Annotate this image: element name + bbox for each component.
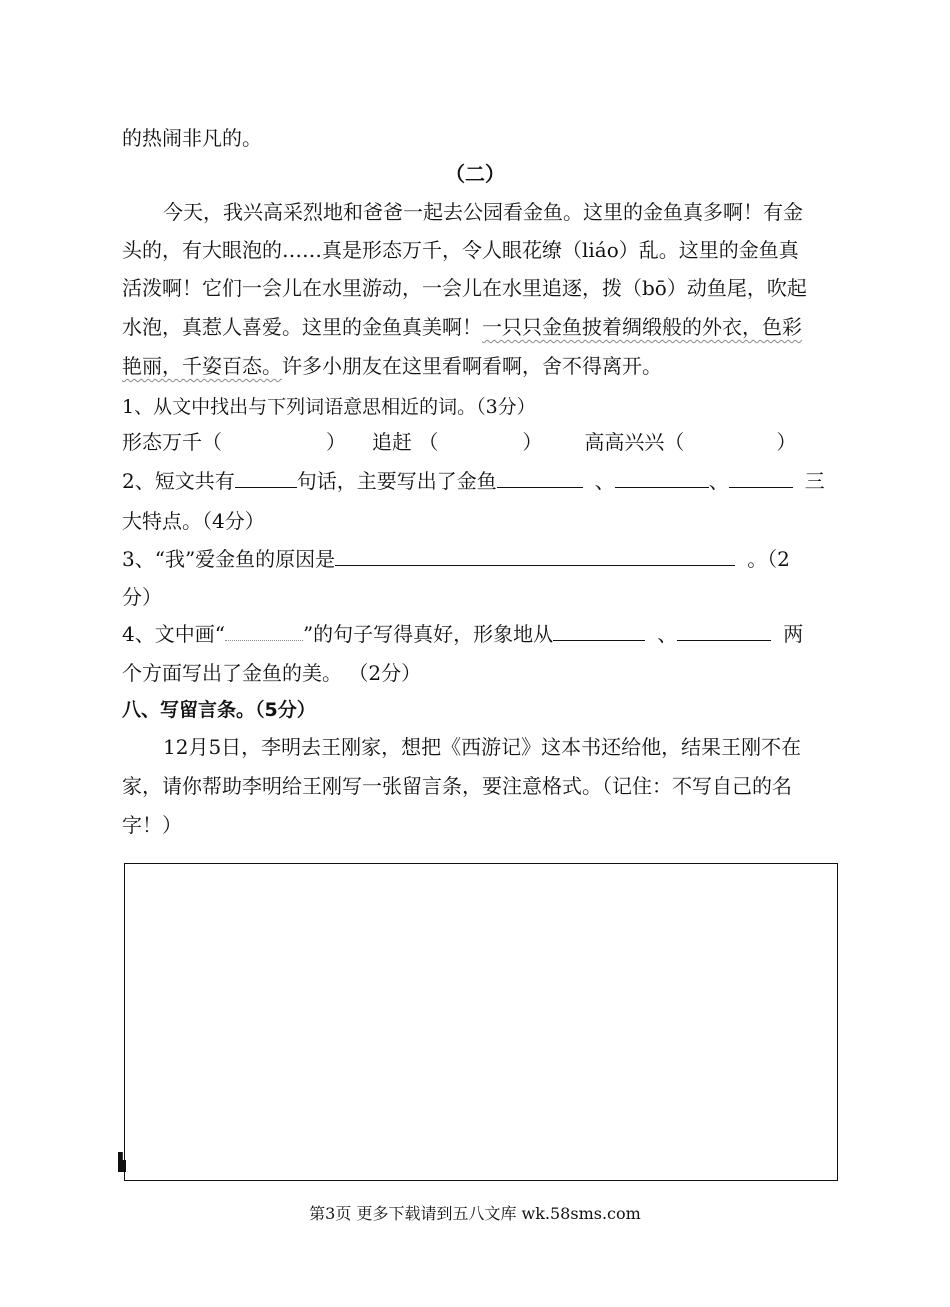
q1-word-3: 高高兴兴（: [584, 430, 685, 454]
q4-wavy-sample: [225, 620, 303, 641]
q4-blank-aspect-2[interactable]: [677, 620, 771, 641]
q1-word-2: 追赶 （: [372, 430, 439, 454]
passage-line-5-plain: 许多小朋友在这里看啊看啊，舍不得离开。: [282, 354, 662, 378]
q3-text-a: 3、“我”爱金鱼的原因是: [122, 547, 336, 571]
question-2-line-2: 大特点。（4分）: [122, 509, 265, 533]
q4-blank-aspect-1[interactable]: [553, 620, 645, 641]
passage-line-3: 活泼啊！它们一会儿在水里游动，一会儿在水里追逐，拨（bō）动鱼尾，吹起: [122, 276, 807, 300]
section-eight-title: 八、写留言条。（5分）: [122, 699, 316, 721]
q1-word-1-close: ）: [326, 430, 346, 454]
q2-text-a: 2、短文共有: [122, 469, 235, 493]
passage-tail: 的热闹非凡的。: [122, 126, 262, 150]
question-3-line-2: 分）: [122, 585, 162, 609]
q2-text-b: 句话，主要写出了金鱼: [296, 469, 497, 493]
q4-sep: 、: [657, 622, 678, 646]
q2-blank-feature-3[interactable]: [729, 467, 793, 488]
question-1-words: [122, 428, 796, 456]
question-3: [122, 545, 790, 573]
q2-blank-count[interactable]: [235, 467, 297, 488]
q4-text-c: 两: [783, 622, 804, 646]
passage-line-5: [122, 352, 662, 380]
q3-blank-reason[interactable]: [335, 545, 735, 566]
passage-line-4-wavy: 一只只金鱼披着绸缎般的外衣，色彩: [482, 315, 802, 339]
passage-line-2: 头的，有大眼泡的……真是形态万千，令人眼花缭（liáo）乱。这里的金鱼真: [122, 238, 799, 262]
passage-line-1: 今天，我兴高采烈地和爸爸一起去公园看金鱼。这里的金鱼真多啊！有金: [163, 200, 803, 224]
q2-text-c: 三: [804, 469, 825, 493]
question-4-line-2: 个方面写出了金鱼的美。 （2分）: [122, 661, 422, 685]
section-eight-line-2: 家，请你帮助李明给王刚写一张留言条，要注意格式。（记住：不写自己的名: [122, 774, 792, 798]
section-eight-line-3: 字！）: [122, 813, 182, 837]
passage-line-4-plain: 水泡，真惹人喜爱。这里的金鱼真美啊！: [122, 315, 482, 339]
section-eight-line-1: 12月5日，李明去王刚家，想把《西游记》这本书还给他，结果王刚不在: [163, 735, 802, 759]
q1-word-1: 形态万千（: [122, 430, 222, 454]
q4-text-b: ”的句子写得真好，形象地从: [302, 622, 554, 646]
q2-sep-1: 、: [594, 469, 615, 493]
q2-blank-feature-2[interactable]: [615, 467, 709, 488]
note-writing-box[interactable]: [124, 863, 838, 1181]
question-1: 1、从文中找出与下列词语意思相近的词。（3分）: [122, 396, 536, 418]
question-4: [122, 620, 803, 648]
q3-text-b: 。（2: [747, 547, 790, 571]
q2-sep-2: 、: [708, 469, 729, 493]
passage-line-4: [122, 313, 802, 341]
q1-word-2-close: ）: [522, 430, 543, 454]
q1-word-3-close: ）: [776, 430, 797, 454]
question-2: [122, 467, 825, 495]
q4-text-a: 4、文中画“: [122, 622, 225, 646]
section-two-title: （二）: [445, 162, 505, 186]
page-footer: 第3页 更多下载请到五八文库 wk.58sms.com: [309, 1204, 641, 1223]
passage-line-5-wavy: 艳丽，千姿百态。: [122, 354, 282, 378]
q2-blank-feature-1[interactable]: [497, 467, 583, 488]
